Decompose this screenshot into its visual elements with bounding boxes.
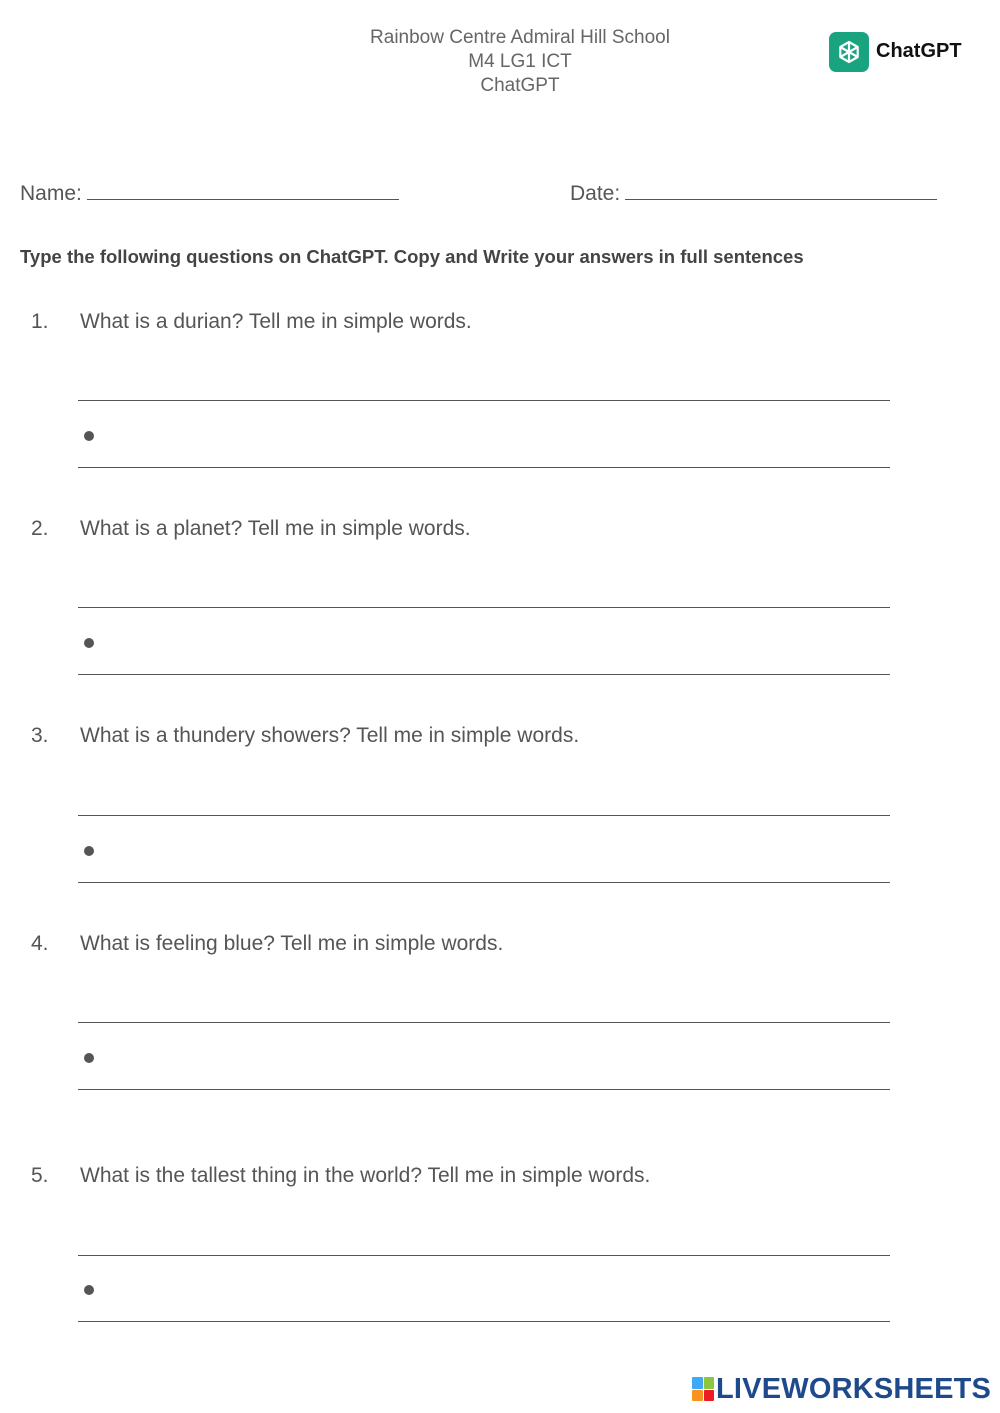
answer-line[interactable] xyxy=(78,882,890,883)
liveworksheets-icon xyxy=(692,1377,714,1401)
brand-name: ChatGPT xyxy=(876,40,962,62)
school-name: Rainbow Centre Admiral Hill School xyxy=(370,27,670,48)
answer-line[interactable] xyxy=(78,1022,890,1023)
question-text: What is the tallest thing in the world? Tell me in simple words. xyxy=(80,1164,651,1187)
name-label: Name: xyxy=(20,182,82,205)
name-blank[interactable] xyxy=(87,178,399,200)
name-field xyxy=(20,178,399,206)
answer-line[interactable] xyxy=(78,467,890,468)
answer-line[interactable] xyxy=(78,815,890,816)
worksheet-topic: ChatGPT xyxy=(480,75,560,96)
question-text: What is a planet? Tell me in simple words. xyxy=(80,517,471,540)
answer-line[interactable] xyxy=(78,400,890,401)
date-label: Date: xyxy=(570,182,621,205)
question-number: 1. xyxy=(31,310,49,333)
chatgpt-brand xyxy=(829,31,962,72)
date-blank[interactable] xyxy=(625,178,937,200)
answer-line[interactable] xyxy=(78,1321,890,1322)
openai-logo-icon xyxy=(829,32,869,72)
answer-line[interactable] xyxy=(78,674,890,675)
answer-line[interactable] xyxy=(78,1255,890,1256)
bullet-icon xyxy=(84,1053,94,1063)
answer-line[interactable] xyxy=(78,607,890,608)
liveworksheets-text: LIVEWORKSHEETS xyxy=(716,1372,992,1405)
answer-line[interactable] xyxy=(78,1089,890,1090)
question-number: 4. xyxy=(31,932,49,955)
question-text: What is feeling blue? Tell me in simple words. xyxy=(80,932,504,955)
bullet-icon xyxy=(84,1285,94,1295)
question-text: What is a thundery showers? Tell me in simple words. xyxy=(80,724,580,747)
liveworksheets-logo[interactable] xyxy=(692,1374,991,1404)
question-number: 5. xyxy=(31,1164,49,1187)
instructions: Type the following questions on ChatGPT. Copy and Write your answers in full sentences xyxy=(20,246,804,267)
bullet-icon xyxy=(84,846,94,856)
bullet-icon xyxy=(84,431,94,441)
class-name: M4 LG1 ICT xyxy=(468,51,572,72)
date-field xyxy=(570,178,937,206)
question-number: 2. xyxy=(31,517,49,540)
question-number: 3. xyxy=(31,724,49,747)
question-text: What is a durian? Tell me in simple words. xyxy=(80,310,472,333)
bullet-icon xyxy=(84,638,94,648)
